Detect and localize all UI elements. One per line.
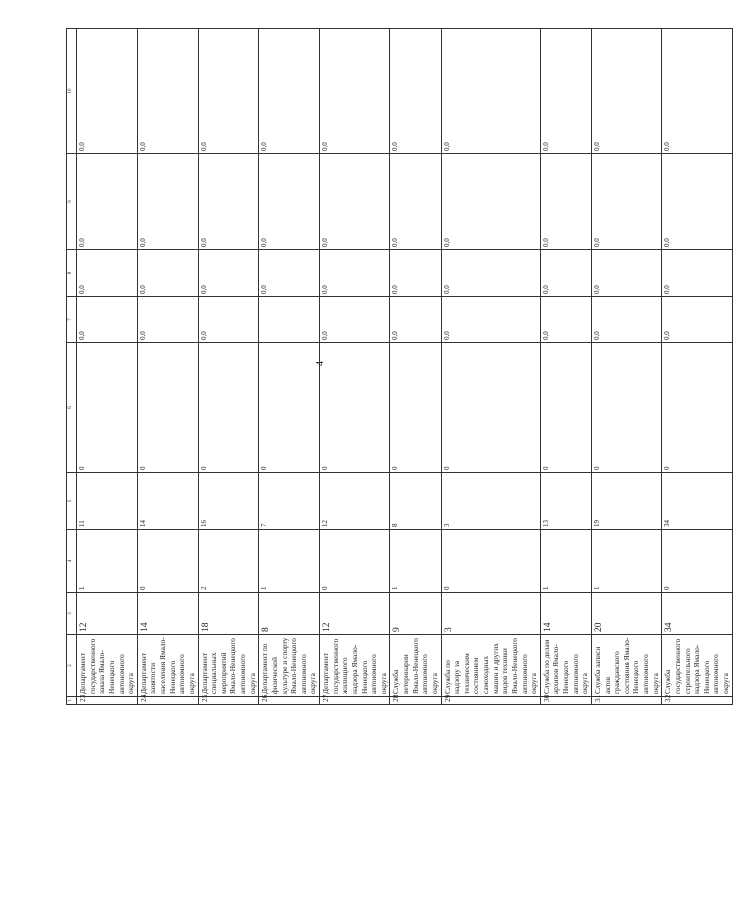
col6-value: 0: [390, 343, 441, 473]
row-number: 32: [662, 697, 732, 705]
col6-value: 0: [320, 343, 390, 473]
organization-name: Служба государственного строительного надзора Ямало-Ненецкого автономного округа: [662, 635, 732, 697]
col4-value: 1: [259, 530, 320, 593]
col8-value: 0,0: [198, 250, 259, 297]
col8-value: 0,0: [137, 250, 198, 297]
table-row: [137, 29, 198, 705]
col9-value: 0,0: [662, 154, 732, 250]
col9-value: 0,0: [259, 154, 320, 250]
col5-value: 13: [540, 473, 591, 530]
total-count: 20: [591, 593, 661, 635]
table-row: [198, 29, 259, 705]
col10-value: 0,0: [77, 29, 138, 154]
table-row: [77, 29, 138, 705]
col7-value: 0,0: [137, 297, 198, 343]
col8-value: 0,0: [259, 250, 320, 297]
col7-value: 0,0: [540, 297, 591, 343]
col5-value: 12: [320, 473, 390, 530]
table-row: [390, 29, 441, 705]
col8-value: 0,0: [390, 250, 441, 297]
column-header: 1: [67, 697, 77, 705]
organization-name: Служба ветеринарии Ямало-Ненецкого автономного округа: [390, 635, 441, 697]
col10-value: 0,0: [259, 29, 320, 154]
table-row: [662, 29, 732, 705]
row-number: 31: [591, 697, 661, 705]
row-number: 25: [198, 697, 259, 705]
col4-value: 1: [77, 530, 138, 593]
table-row: [441, 29, 540, 705]
col7-value: 0,0: [390, 297, 441, 343]
column-header: 8: [67, 250, 77, 297]
col9-value: 0,0: [441, 154, 540, 250]
organization-name: Служба по делам архивов Ямало-Ненецкого автономного округа: [540, 635, 591, 697]
organization-name: Служба по надзору за техническим состоянием самоходных машин и других видов техники Ямало-Ненецкого автономного округа: [441, 635, 540, 697]
col9-value: 0,0: [390, 154, 441, 250]
col9-value: 0,0: [591, 154, 661, 250]
column-header: 7: [67, 297, 77, 343]
col7-value: 0,0: [441, 297, 540, 343]
col4-value: 1: [540, 530, 591, 593]
total-count: 8: [259, 593, 320, 635]
total-count: 12: [77, 593, 138, 635]
col10-value: 0,0: [198, 29, 259, 154]
col7-value: 0,0: [198, 297, 259, 343]
column-header: 2: [67, 635, 77, 697]
row-number: 27: [320, 697, 390, 705]
column-header: 6: [67, 343, 77, 473]
col6-value: 0: [441, 343, 540, 473]
col9-value: 0,0: [77, 154, 138, 250]
row-number: 23: [77, 697, 138, 705]
col9-value: 0,0: [198, 154, 259, 250]
col5-value: 14: [137, 473, 198, 530]
col6-value: 0: [137, 343, 198, 473]
col8-value: 0,0: [662, 250, 732, 297]
col10-value: 0,0: [662, 29, 732, 154]
organization-name: Департамент государственного заказа Ямало-Ненецкого автономного округа: [77, 635, 138, 697]
column-header: 9: [67, 154, 77, 250]
col10-value: 0,0: [390, 29, 441, 154]
total-count: 14: [137, 593, 198, 635]
organization-name: Департамент занятости населения Ямало-Ненецкого автономного округа: [137, 635, 198, 697]
column-header: 10: [67, 29, 77, 154]
col10-value: 0,0: [137, 29, 198, 154]
row-number: 24: [137, 697, 198, 705]
total-count: 3: [441, 593, 540, 635]
col9-value: 0,0: [320, 154, 390, 250]
col5-value: 7: [259, 473, 320, 530]
column-header: 5: [67, 473, 77, 530]
staffing-table: [66, 28, 733, 705]
column-header: 4: [67, 530, 77, 593]
col9-value: 0,0: [540, 154, 591, 250]
col5-value: 19: [591, 473, 661, 530]
col7-value: 0,0: [77, 297, 138, 343]
table-row: [591, 29, 661, 705]
col7-value: 0,0: [320, 297, 390, 343]
row-number: 26: [259, 697, 320, 705]
total-count: 18: [198, 593, 259, 635]
column-header: 3: [67, 593, 77, 635]
col8-value: 0,0: [441, 250, 540, 297]
col6-value: 0: [77, 343, 138, 473]
col4-value: 1: [390, 530, 441, 593]
col4-value: 1: [591, 530, 661, 593]
table-row: [320, 29, 390, 705]
col6-value: 0: [198, 343, 259, 473]
col4-value: 0: [441, 530, 540, 593]
col7-value: 0,0: [662, 297, 732, 343]
col8-value: 0,0: [591, 250, 661, 297]
col8-value: 0,0: [540, 250, 591, 297]
page-number: 4: [315, 361, 326, 366]
organization-name: Департамент специальных мероприятий Ямало-Ненецкого автономного округа: [198, 635, 259, 697]
col5-value: 8: [390, 473, 441, 530]
row-number: 30: [540, 697, 591, 705]
col10-value: 0,0: [540, 29, 591, 154]
col5-value: 3: [441, 473, 540, 530]
row-number: 29: [441, 697, 540, 705]
table-row: [540, 29, 591, 705]
col6-value: 0: [591, 343, 661, 473]
col10-value: 0,0: [320, 29, 390, 154]
col10-value: 0,0: [591, 29, 661, 154]
total-count: 14: [540, 593, 591, 635]
col6-value: 0: [662, 343, 732, 473]
col6-value: 0: [259, 343, 320, 473]
row-number: 28: [390, 697, 441, 705]
col9-value: 0,0: [137, 154, 198, 250]
table-row: [259, 29, 320, 705]
col4-value: 0: [662, 530, 732, 593]
col7-value: [259, 297, 320, 343]
total-count: 34: [662, 593, 732, 635]
rotated-table-container: [66, 29, 730, 705]
col4-value: 0: [137, 530, 198, 593]
total-count: 12: [320, 593, 390, 635]
col5-value: 16: [198, 473, 259, 530]
col5-value: 11: [77, 473, 138, 530]
col10-value: 0,0: [441, 29, 540, 154]
col8-value: 0,0: [77, 250, 138, 297]
column-number-row: [67, 29, 77, 705]
organization-name: Департамент государственного жилищного надзора Ямало-Ненецкого автономного округа: [320, 635, 390, 697]
total-count: 9: [390, 593, 441, 635]
col7-value: 0,0: [591, 297, 661, 343]
col8-value: 0,0: [320, 250, 390, 297]
col4-value: 2: [198, 530, 259, 593]
organization-name: Департамент по физической культуре и спорту Ямало-Ненецкого автономного округа: [259, 635, 320, 697]
col4-value: 0: [320, 530, 390, 593]
organization-name: Служба записи актов гражданского состояния Ямало-Ненецкого автономного округа: [591, 635, 661, 697]
col6-value: 0: [540, 343, 591, 473]
col5-value: 34: [662, 473, 732, 530]
